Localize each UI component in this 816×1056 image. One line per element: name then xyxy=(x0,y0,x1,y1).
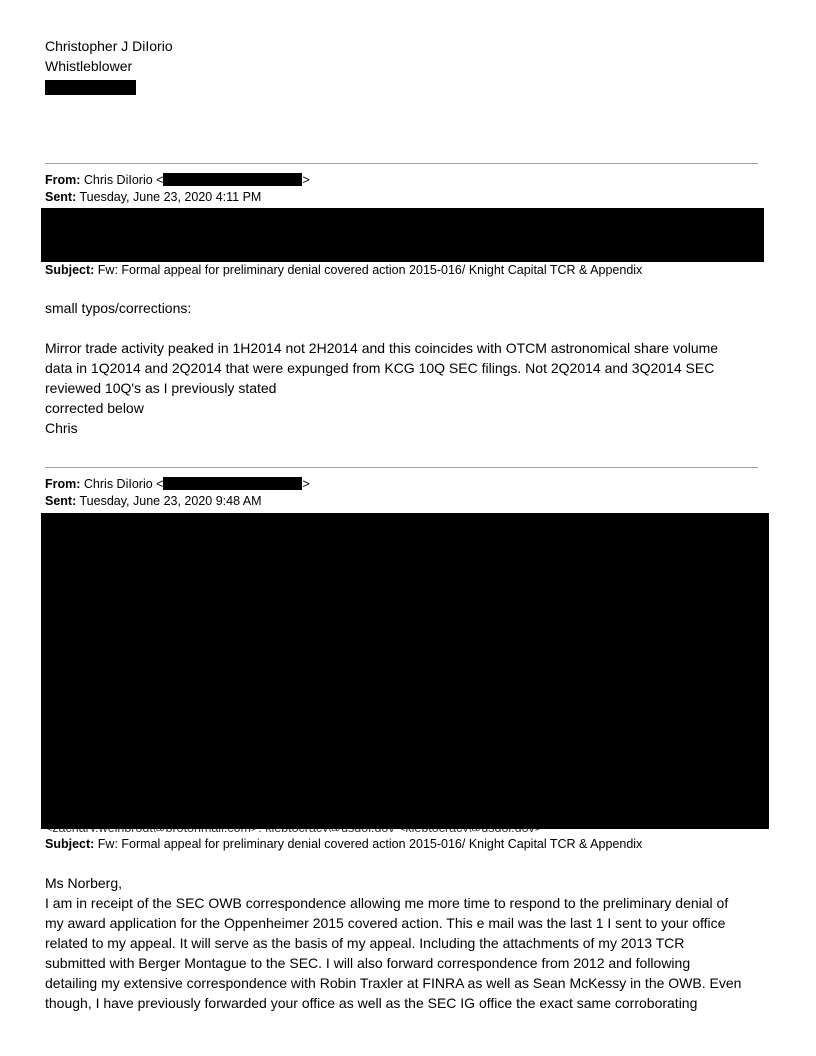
body-line: detailing my extensive correspondence with Robin Traxler at FINRA as well as Sean McKessy in the OWB. Even xyxy=(45,975,742,991)
subject-label: Subject: xyxy=(45,837,95,851)
email2-subject-line xyxy=(45,836,642,853)
email1-subject-line xyxy=(45,262,642,279)
email1-divider xyxy=(45,163,758,164)
body-line xyxy=(45,318,765,338)
redaction-header xyxy=(45,80,136,95)
subject-label: Subject: xyxy=(45,263,95,277)
sent-value: Tuesday, June 23, 2020 9:48 AM xyxy=(79,494,262,508)
body-line: corrected below xyxy=(45,400,144,416)
body-line: submitted with Berger Montague to the SEC. I will also forward correspondence from 2012 and following xyxy=(45,955,691,971)
from-label: From: xyxy=(45,477,81,491)
body-line: I am in receipt of the SEC OWB correspondence allowing me more time to respond to the preliminary denial of xyxy=(45,895,729,911)
email1-from-line xyxy=(45,172,310,189)
email2-divider xyxy=(45,467,758,468)
email1-body xyxy=(45,298,765,438)
body-line: small typos/corrections: xyxy=(45,300,192,316)
body-line: Chris xyxy=(45,420,78,436)
redaction-from-email xyxy=(163,173,302,186)
email2-sent-line xyxy=(45,493,262,510)
body-line: Mirror trade activity peaked in 1H2014 not 2H2014 and this coincides with OTCM astronomical share volume xyxy=(45,340,719,356)
body-line: my award application for the Oppenheimer 2015 covered action. This e mail was the last 1 I sent to your office xyxy=(45,915,726,931)
subject-value: Fw: Formal appeal for preliminary denial covered action 2015-016/ Knight Capital TCR & Appendix xyxy=(97,837,643,851)
body-line: though, I have previously forwarded your office as well as the SEC IG office the exact same corroborating xyxy=(45,995,698,1011)
author-role: Whistleblower xyxy=(45,58,133,74)
sent-label: Sent: xyxy=(45,494,77,508)
from-name: Chris DiIorio < xyxy=(83,477,164,491)
sent-label: Sent: xyxy=(45,190,77,204)
sent-value: Tuesday, June 23, 2020 4:11 PM xyxy=(79,190,262,204)
greeting: Ms Norberg, xyxy=(45,875,123,891)
email2-body xyxy=(45,873,765,1013)
from-close: > xyxy=(302,477,310,491)
email2-from-line xyxy=(45,476,310,493)
email1-sent-line xyxy=(45,189,261,206)
author-name: Christopher J DiIorio xyxy=(45,38,173,54)
from-label: From: xyxy=(45,173,81,187)
from-close: > xyxy=(302,173,310,187)
subject-value: Fw: Formal appeal for preliminary denial covered action 2015-016/ Knight Capital TCR & Appendix xyxy=(97,263,643,277)
redaction-recipients-2 xyxy=(41,513,769,829)
body-line: reviewed 10Q's as I previously stated xyxy=(45,380,277,396)
redaction-recipients-1 xyxy=(41,208,764,262)
body-line: data in 1Q2014 and 2Q2014 that were expunged from KCG 10Q SEC filings. Not 2Q2014 and 3Q2014 SEC xyxy=(45,360,715,376)
redaction-from-email xyxy=(163,477,302,490)
from-name: Chris DiIorio < xyxy=(83,173,164,187)
body-line: related to my appeal. It will serve as the basis of my appeal. Including the attachments of my 2013 TCR xyxy=(45,935,685,951)
